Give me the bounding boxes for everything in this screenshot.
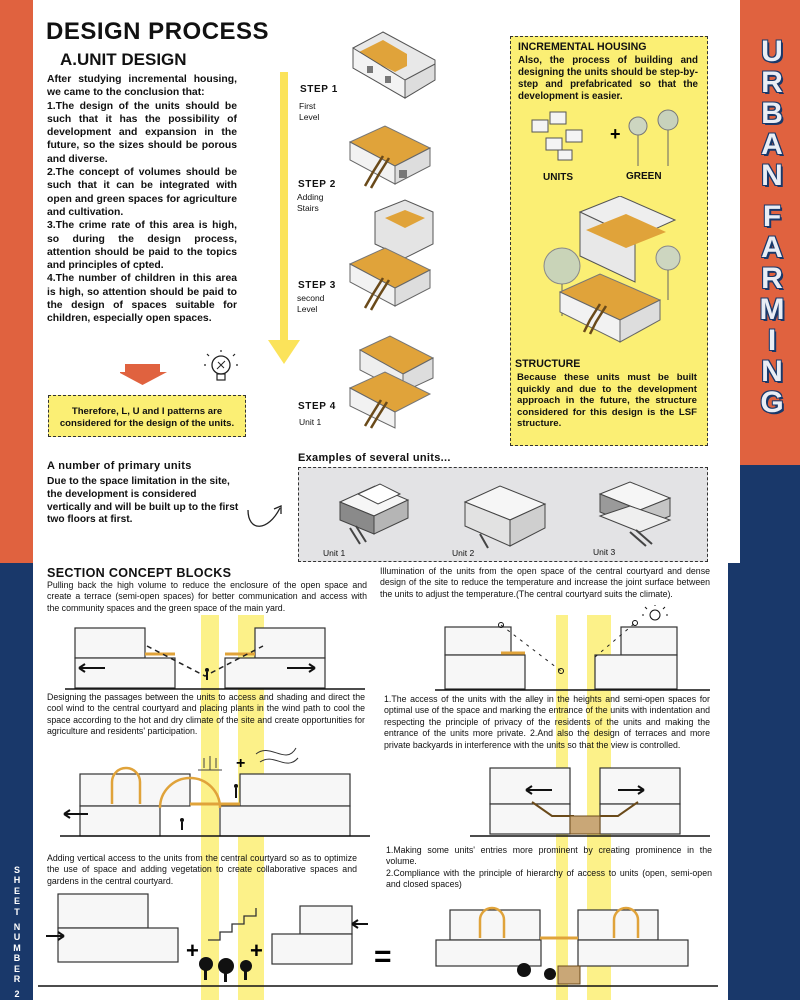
section-para-6a: 1.Making some units' entries more prominent by creating prominence in the volume. [386, 845, 712, 867]
step-1-sub: First Level [299, 101, 320, 122]
section-para-4: 1.The access of the units with the alley in the heights and semi-open spaces for optimal use of the space and marking the entrance of the units with indentation and respecting the principle of privacy of the residents of the units and making the entrance of the units more private. 2.And also the design of terraces and more private backyards in interference with the units so that the view is controlled. [384, 694, 710, 750]
sheet-letter: E [13, 885, 20, 896]
incremental-title: INCREMENTAL HOUSING [518, 41, 647, 53]
step-3-model [345, 198, 437, 318]
section-subtitle: A.UNIT DESIGN [60, 50, 187, 69]
structure-title: STRUCTURE [515, 358, 581, 370]
point-4: 4.The number of children in this area is high, so attention should be paid to the design of spaces suitable for children, especially open spaces. [47, 273, 237, 325]
svg-text:+: + [236, 755, 246, 772]
step-2-sub: Adding Stairs [297, 192, 324, 213]
step-4-label: STEP 4 [298, 401, 336, 412]
point-1: 1.The design of the units should be such that it has the possibility of development and expansion in the future, so the sizes should be porous and diverse. [47, 100, 237, 165]
sheet-letter: M [13, 942, 21, 953]
point-2: 2.The concept of volumes should be such that it can be integrated with open and green spaces for agriculture and cultivation. [47, 167, 237, 218]
step-2-label: STEP 2 [298, 179, 336, 190]
sheet-number-label [6, 865, 28, 1000]
sheet-letter: 2 [14, 989, 20, 1000]
conclusion-box: Therefore, L, U and I patterns are considered for the design of the units. [48, 395, 246, 437]
section-para-2: Illumination of the units from the open space of the central courtyard and dense design of the site to reduce the temperature and increase the joint surface between the units to adjust the temperature.(The central courtyard suits the climate). [380, 566, 710, 599]
vertical-title-letter: N [761, 355, 783, 388]
vertical-title-letter: A [761, 231, 783, 264]
primary-units-text: Due to the space limitation in the site, the development is considered vertically and will be built up to the first two floors at first. [47, 476, 239, 526]
units-label: UNITS [543, 172, 573, 183]
vertical-title-letter: F [762, 200, 782, 233]
vertical-title-letter: N [761, 159, 783, 192]
intro-lead: After studying incremental housing, we came to the conclusion that: [47, 74, 237, 99]
sheet-letter: S [13, 865, 20, 875]
section-diagram-2 [435, 605, 710, 693]
vertical-title-letter: A [761, 128, 783, 161]
examples-models [330, 472, 700, 552]
incremental-model [540, 196, 690, 346]
left-orange-band [0, 0, 33, 563]
section-concept-title: SECTION CONCEPT BLOCKS [47, 566, 232, 580]
step-1-model [345, 18, 440, 110]
step-4-model [345, 330, 437, 430]
plus-symbol: + [186, 938, 199, 963]
sheet-letter: E [13, 963, 20, 974]
section-para-6b: 2.Compliance with the principle of hierarchy of access to units (open, semi-open and closed spaces) [386, 868, 712, 890]
section-para-5: Adding vertical access to the units from the central courtyard so as to optimize the use of space and adding vegetation to create collaborative spaces and gardens in the central courtyard. [47, 853, 357, 886]
structure-text: Because these units must be built quickly and due to the development approach in the future, the structure considered for this design is the LSF structure. [517, 372, 697, 429]
sheet-letter: H [13, 875, 21, 886]
step-2-model [345, 112, 435, 194]
units-green-icon [528, 108, 688, 170]
unit-2-label: Unit 2 [452, 548, 475, 558]
vertical-title-letter: I [767, 324, 777, 357]
curve-arrow-icon [244, 500, 286, 534]
vertical-title-letter: G [760, 386, 784, 419]
section-para-3: Designing the passages between the units to access and shading and direct the cool wind to the central courtyard and placing plants in the wind path to cool the space according to the hot and dry climate of the site and create opportunities for agriculture and residents' participation. [47, 692, 365, 737]
unit-1-label: Unit 1 [323, 548, 346, 558]
incremental-text: Also, the process of building and designing the units should be step-by-step and prefabricated so that the development is easier. [518, 55, 698, 102]
examples-title: Examples of several units... [298, 452, 451, 464]
step-1-label: STEP 1 [300, 84, 338, 95]
sheet-letter: B [13, 953, 21, 964]
vertical-title-letter: R [761, 66, 783, 99]
sheet-letter: R [13, 974, 21, 985]
section-diagram-4 [470, 760, 710, 842]
svg-text:+: + [610, 124, 621, 144]
step-4-sub: Unit 1 [299, 417, 322, 427]
sheet-letter: T [14, 906, 20, 917]
intro-text [47, 73, 237, 326]
vertical-title-letter: U [761, 35, 783, 68]
sheet-letter: U [13, 932, 21, 943]
section-diagram-1 [65, 620, 365, 692]
page-title: DESIGN PROCESS [46, 18, 270, 45]
sheet-letter: N [13, 922, 21, 933]
section-para-1: Pulling back the high volume to reduce the enclosure of the open space and create a terrace (semi-open spaces) for better communication and access with the community spaces and the green space of the main yard. [47, 580, 367, 613]
vertical-title-letter: R [761, 262, 783, 295]
down-arrow-icon [120, 362, 170, 386]
point-3: 3.The crime rate of this area is high, so during the design process, attention should be paid to the topics and principles of cpted. [47, 220, 237, 272]
vertical-title [748, 36, 796, 418]
section-diagram-3 [60, 742, 370, 842]
step-3-label: STEP 3 [298, 280, 336, 291]
step-3-sub: second Level [297, 293, 325, 314]
vertical-title-letter: M [759, 293, 785, 326]
plus-symbol: + [250, 938, 263, 963]
section-diagram-5 [38, 880, 718, 998]
unit-3-label: Unit 3 [593, 547, 616, 557]
vertical-title-letter: B [761, 97, 783, 130]
equals-symbol: = [374, 940, 392, 973]
progress-arrow-icon [264, 72, 304, 367]
sheet-letter: E [13, 896, 20, 907]
green-label: GREEN [626, 171, 662, 182]
primary-units-title: A number of primary units [47, 460, 192, 472]
lightbulb-icon [204, 350, 240, 388]
